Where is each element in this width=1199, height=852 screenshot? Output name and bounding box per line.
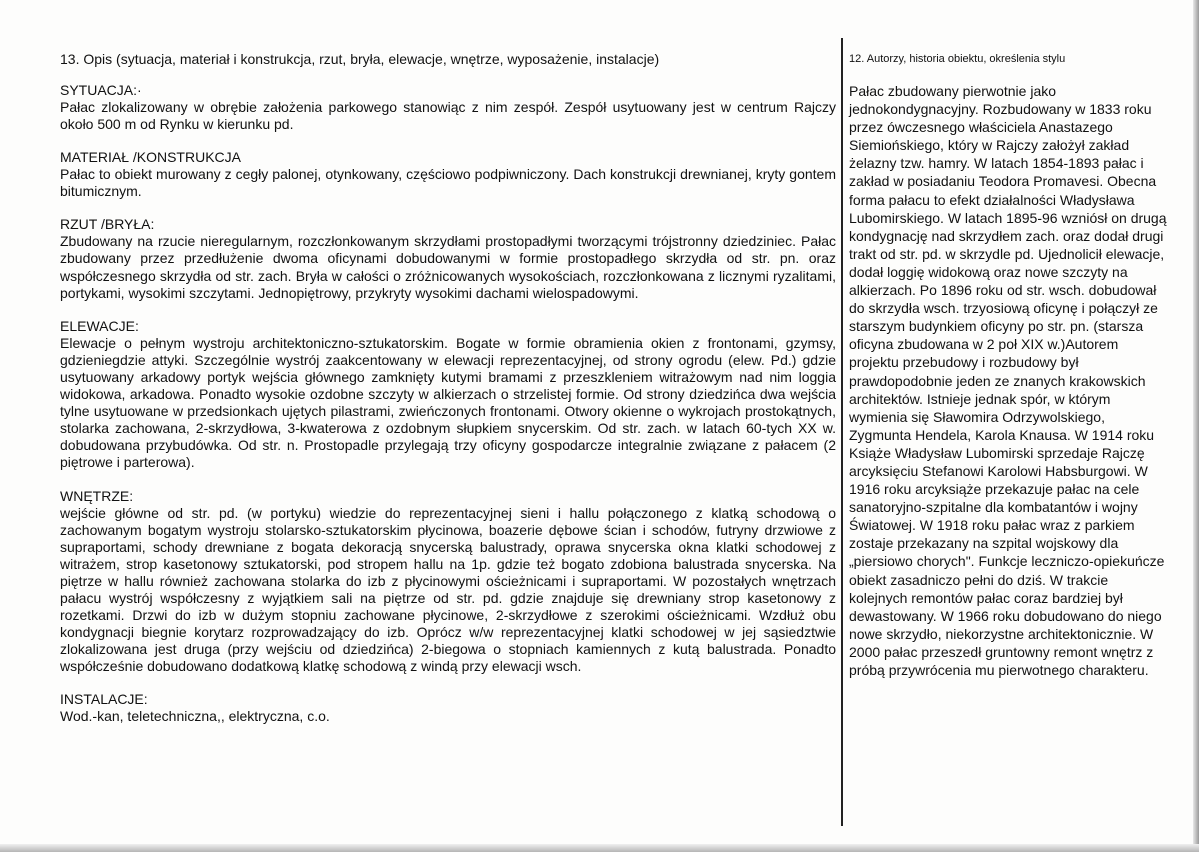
description-column bbox=[60, 50, 836, 742]
section-title: SYTUACJA:· bbox=[60, 82, 142, 98]
description-heading: 13. Opis (sytuacja, materiał i konstrukcja, rzut, bryła, elewacje, wnętrze, wyposażenie, instalacje) bbox=[60, 51, 660, 67]
section-wnetrze bbox=[60, 488, 836, 676]
section-title: RZUT /BRYŁA: bbox=[60, 216, 155, 233]
section-elewacje bbox=[60, 318, 836, 472]
section-title: WNĘTRZE: bbox=[60, 487, 134, 504]
section-text: Pałac to obiekt murowany z cegły palonej, otynkowany, częściowo podpiwniczony. Dach konstrukcji drewnianej, kryty gontem bitumicznym. bbox=[60, 166, 836, 200]
section-text: Zbudowany na rzucie nieregularnym, rozczłonkowanym skrzydłami prostopadłymi tworzącymi trójstronny dziedziniec. Pałac zbudowany przez przedłużenie dwoma oficynami dobudowanymi w formie prostopadłego skrzydła od str. pn. oraz współczesnego skrzydła od str. zach. Bryła w całości o zróżnicowanych wysokościach, rozczłonkowana z licznymi ryzalitami, portykami, wysokimi szczytami. Jednopiętrowy, przykryty wysokimi dachami wielospadowymi. bbox=[60, 233, 836, 301]
history-column bbox=[849, 52, 1179, 679]
section-text: wejście główne od str. pd. (w portyku) wiedzie do reprezentacyjnej sieni i hallu połączonego z klatką schodową o zachowanym bogatym wystroju stolarsko-sztukatorskim płycinowa, boazerie dębowe ścian i schodów, futryny drzwiowe z supraportami, schody drewniane z bogata dekoracją snycerską balustrady, oprawa snycerska okna klatki schodowej z witrażem, strop kasetonowy sztukatorski, pod stropem hallu na 1p. gdzie też bogato zdobiona balustrada snycerska. Na piętrze w hallu również zachowana stolarka do izb z płycinowymi ościeżnicami i supraportami. W pozostałych wnętrzach pałacu wystrój współczesny z wyjątkiem sali na piętrze od str. pd. gdzie znajduje się drewniany strop kasetonowy z rozetkami. Drzwi do izb w dużym stopniu zachowane płycinowe, 2-skrzydłowe z szerokimi ościeżnicami. Wzdłuż obu kondygnacji biegnie korytarz rozprowadzający do izb. Oprócz w/w reprezentacyjnej klatki schodowej w jej sąsiedztwie zlokalizowana jest druga (przy wejściu od dziedzińca) 2-biegowa o stopniach kamiennych z kutą balustrada. Ponadto współcześnie dobudowano dodatkową klatkę schodową z windą przy elewacji wsch. bbox=[60, 504, 836, 675]
section-title: ELEWACJE: bbox=[60, 317, 139, 334]
history-text: Pałac zbudowany pierwotnie jako jednokondygnacyjny. Rozbudowany w 1833 roku przez ówczesnego właściciela Anastazego Siemiońskiego, który w Rajczy założył zakład żelazny tzw. hamry. W latach 1854-1893 pałac i zakład w posiadaniu Teodora Promavesi. Obecna forma pałacu to efekt działalności Władysława Lubomirskiego. W latach 1895-96 wzniósł on drugą kondygnację nad skrzydłem zach. oraz dodał drugi trakt od str. pd. w skrzydle pd. Ujednolicił elewacje, dodał loggię widokową oraz nowe szczyty na alkierzach. Po 1896 roku od str. wsch. dobudował do skrzydła wsch. trzyosiową oficynę i połączył ze starszym budynkiem oficyny po str. pn. (starsza oficyna zbudowana w 2 poł XIX w.)Autorem projektu przebudowy i rozbudowy był prawdopodobnie jeden ze znanych krakowskich architektów. Istnieje jednak spór, w którym wymienia się Sławomira Odrzywolskiego, Zygmunta Hendela, Karola Knausa. W 1914 roku Książe Władysław Lubomirski sprzedaje Rajczę arcyksięciu Stefanowi Karolowi Habsburgowi. W 1916 roku arcyksiąże przekazuje pałac na cele sanatoryjno-szpitalne dla kombatantów i wojny Światowej. W 1918 roku pałac wraz z parkiem zostaje przekazany na szpital wojskowy dla „piersiowo chorych". Funkcje leczniczo-opiekuńcze obiekt zasadniczo pełni do dziś. W trakcie kolejnych remontów pałac coraz bardziej był dewastowany. W 1966 roku dobudowano do niego nowe skrzydło, niekorzystne architektonicznie. W 2000 pałac przeszedł gruntowny remont wnętrz z próbą przywrócenia mu pierwotnego charakteru. bbox=[849, 83, 1167, 678]
section-material-konstrukcja bbox=[60, 149, 836, 200]
section-sytuacja bbox=[60, 82, 836, 133]
section-rzut-bryla bbox=[60, 216, 836, 301]
section-text: Elewacje o pełnym wystroju architektoniczno-sztukatorskim. Bogate w formie obramienia okien z frontonami, gzymsy, gdzieniegdzie attyki. Szczególnie wystrój zaakcentowany w elewacji reprezentacyjnej, od strony ogrodu (elew. Pd.) gdzie usytuowany arkadowy portyk wejścia głównego zamknięty kutymi bramami z przeszkleniem witrażowym nad nim loggia widokowa, arkadowa. Ponadto wysokie ozdobne szczyty w alkierzach o strzelistej formie. Od strony dziedzińca dwa wejścia tylne usytuowane w przedsionkach ujętych pilastrami, zwieńczonych frontonami. Otwory okienne o wykrojach prostokątnych, stolarka zachowana, 2-skrzydłowa, 3-kwaterowa z ozdobnym słupkiem snycerskim. Od str. zach. w latach 60-tych XX w. dobudowana przybudówka. Od str. n. Prostopadle przylegają trzy oficyny gospodarcze integralnie związane z pałacem (2 piętrowe i parterowa). bbox=[60, 334, 836, 471]
column-divider bbox=[841, 38, 843, 826]
section-text: Pałac zlokalizowany w obrębie założenia parkowego stanowiąc z nim zespół. Zespół usytuowany jest w centrum Rajczy około 500 m od Rynku w kierunku pd. bbox=[60, 99, 836, 133]
section-instalacje bbox=[60, 691, 836, 725]
scan-edge-bottom bbox=[0, 844, 1199, 852]
section-text: Wod.-kan, teletechniczna,, elektryczna, c.o. bbox=[60, 708, 330, 725]
section-title: INSTALACJE: bbox=[60, 691, 148, 708]
scan-edge-right bbox=[1193, 0, 1199, 852]
section-title: MATERIAŁ /KONSTRUKCJA bbox=[60, 149, 241, 166]
history-heading: 12. Autorzy, historia obiektu, określenia stylu bbox=[849, 53, 1066, 65]
